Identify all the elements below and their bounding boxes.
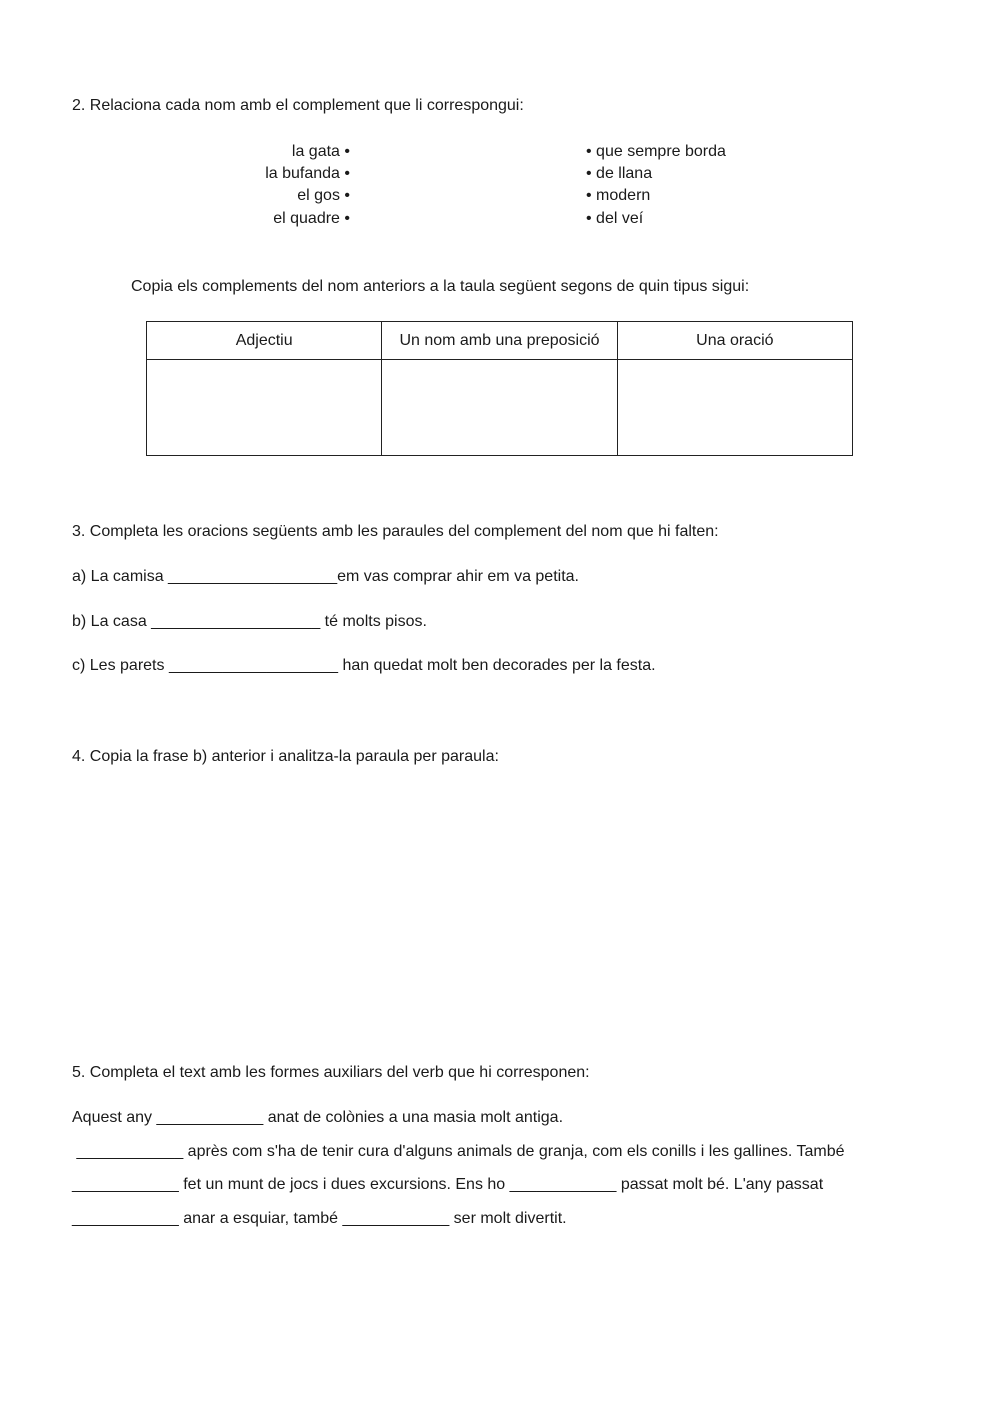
analysis-answer-area[interactable] bbox=[72, 780, 928, 1030]
exercise-4-title: 4. Copia la frase b) anterior i analitza-la paraula per paraula: bbox=[72, 748, 499, 765]
text-fragment: après com s'ha de tenir cura d'alguns animals de granja, com els conills i les gallines. També bbox=[183, 1143, 845, 1160]
sentence-text: té molts pisos. bbox=[320, 613, 427, 630]
classification-table bbox=[146, 321, 853, 456]
match-right-item: • que sempre borda bbox=[586, 143, 726, 160]
blank-field[interactable]: ____________ bbox=[156, 1109, 264, 1126]
text-line-4 bbox=[72, 1210, 567, 1228]
answer-cell-oracio[interactable] bbox=[617, 360, 852, 456]
match-left-item: la bufanda • bbox=[265, 165, 350, 182]
text-line-3 bbox=[72, 1176, 823, 1194]
table-header-cell: Adjectiu bbox=[147, 322, 382, 360]
sentence-b bbox=[72, 613, 427, 631]
blank-field[interactable]: ____________ bbox=[72, 1176, 179, 1193]
table-row bbox=[147, 360, 853, 456]
sentence-text: b) La casa bbox=[72, 613, 152, 630]
text-fragment: ser molt divertit. bbox=[449, 1210, 567, 1227]
match-right-item: • de llana bbox=[586, 165, 653, 182]
blank-field[interactable]: ____________ bbox=[342, 1210, 450, 1227]
copy-instruction: Copia els complements del nom anteriors a la taula següent segons de quin tipus sigui: bbox=[131, 278, 750, 295]
blank-field[interactable]: ___________________ bbox=[151, 613, 321, 630]
sentence-text: em vas comprar ahir em va petita. bbox=[337, 568, 579, 585]
table-header-cell: Un nom amb una preposició bbox=[382, 322, 617, 360]
table-header-row bbox=[147, 322, 853, 360]
text-fragment: anat de colònies a una masia molt antiga. bbox=[263, 1109, 564, 1126]
sentence-text: c) Les parets bbox=[72, 657, 169, 674]
text-fragment: passat molt bé. L'any passat bbox=[616, 1176, 824, 1193]
sentence-text: a) La camisa bbox=[72, 568, 169, 585]
answer-cell-nom-preposicio[interactable] bbox=[382, 360, 617, 456]
answer-cell-adjectiu[interactable] bbox=[147, 360, 382, 456]
exercise-3-title: 3. Completa les oracions següents amb les paraules del complement del nom que hi falten: bbox=[72, 523, 719, 540]
match-right-item: • del veí bbox=[586, 210, 644, 227]
match-left-item: el gos • bbox=[297, 187, 350, 204]
blank-field[interactable]: ____________ bbox=[509, 1176, 617, 1193]
text-fragment: anar a esquiar, també bbox=[178, 1210, 343, 1227]
sentence-c bbox=[72, 657, 656, 675]
text-fragment: fet un munt de jocs i dues excursions. Ens ho bbox=[178, 1176, 510, 1193]
exercise-5-title: 5. Completa el text amb les formes auxiliars del verb que hi corresponen: bbox=[72, 1064, 590, 1081]
text-line-2 bbox=[72, 1143, 845, 1161]
sentence-text: han quedat molt ben decorades per la festa. bbox=[338, 657, 656, 674]
match-left-item: el quadre • bbox=[273, 210, 350, 227]
text-fragment: Aquest any bbox=[72, 1109, 157, 1126]
table-header-cell: Una oració bbox=[617, 322, 852, 360]
sentence-a bbox=[72, 568, 579, 586]
text-line-1 bbox=[72, 1109, 563, 1127]
blank-field[interactable]: ___________________ bbox=[168, 568, 338, 585]
blank-field[interactable]: ____________ bbox=[72, 1210, 179, 1227]
blank-field[interactable]: ___________________ bbox=[168, 657, 339, 674]
blank-field[interactable]: ____________ bbox=[72, 1143, 184, 1160]
exercise-2-title: 2. Relaciona cada nom amb el complement que li correspongui: bbox=[72, 97, 524, 114]
match-left-item: la gata • bbox=[291, 143, 350, 160]
match-right-item: • modern bbox=[586, 187, 651, 204]
